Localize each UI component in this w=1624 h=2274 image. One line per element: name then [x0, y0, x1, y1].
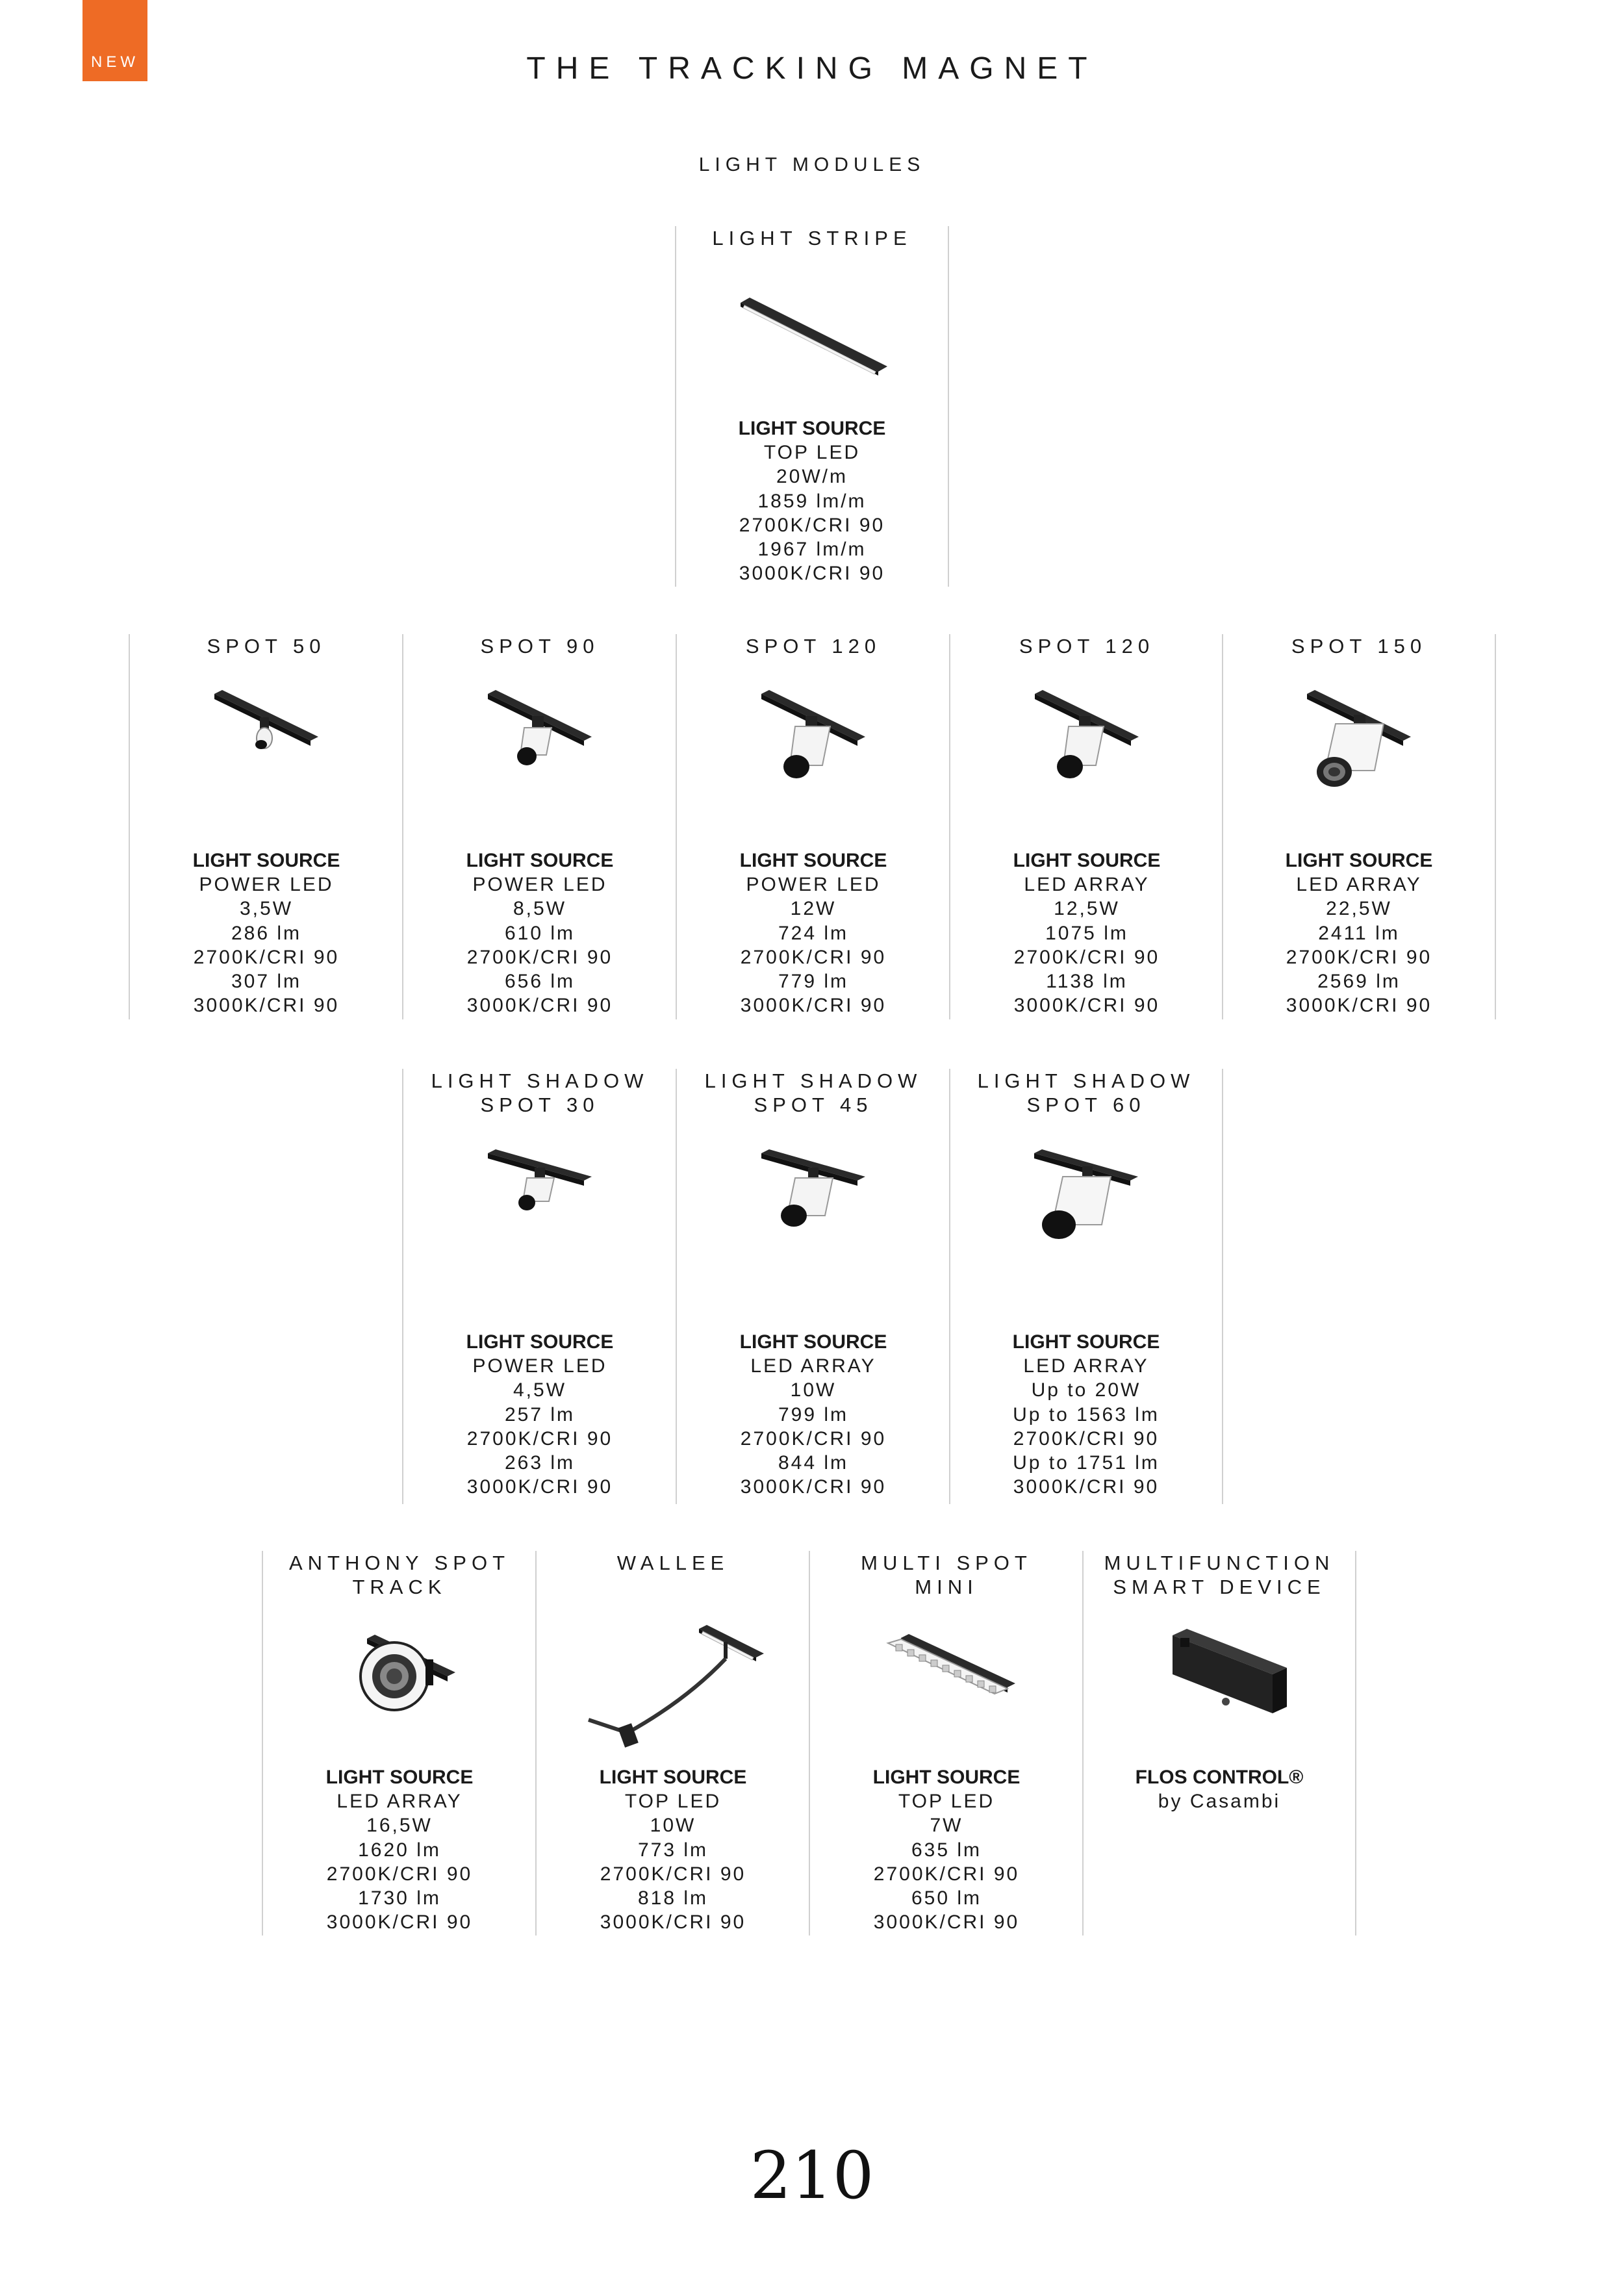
spec-line: 3000K/CRI 90	[740, 995, 887, 1017]
product-title: SPOT 90	[480, 635, 600, 658]
spec-line: 22,5W	[1326, 898, 1392, 920]
spec-line: 2700K/CRI 90	[1013, 946, 1160, 968]
spec-line: 16,5W	[366, 1815, 433, 1837]
smart-device-icon	[1084, 1616, 1355, 1746]
light-source-label: LIGHT SOURCE	[1013, 850, 1161, 871]
spec-line: 20W/m	[776, 466, 848, 488]
spec-line: Up to 1751 lm	[1013, 1452, 1160, 1474]
multi-spot-mini-icon	[810, 1616, 1083, 1746]
specs-list	[676, 416, 948, 585]
anthony-spot-track-icon	[263, 1619, 536, 1749]
spec-line: 779 lm	[778, 971, 849, 993]
spec-line: 3000K/CRI 90	[739, 563, 885, 585]
spec-line: POWER LED	[472, 874, 607, 896]
spec-line: LED ARRAY	[336, 1791, 463, 1813]
light-source-label: LIGHT SOURCE	[466, 1331, 614, 1353]
product-title: MULTIFUNCTION SMART DEVICE	[1104, 1552, 1335, 1598]
specs-list	[537, 1765, 809, 1934]
spec-line: POWER LED	[472, 1355, 607, 1377]
spec-line: 3000K/CRI 90	[326, 1911, 473, 1934]
spec-line: 2411 lm	[1318, 922, 1400, 944]
product-title: SPOT 120	[745, 635, 882, 658]
spec-line: POWER LED	[746, 874, 881, 896]
product-title: ANTHONY SPOT TRACK	[288, 1552, 511, 1598]
product-cell-anthony-spot-track	[262, 1551, 536, 1935]
product-cell-spot-120-array	[949, 634, 1223, 1019]
product-title: MULTI SPOT MINI	[861, 1552, 1032, 1598]
product-title: WALLEE	[616, 1552, 730, 1574]
specs-list	[1223, 849, 1495, 1017]
spec-line: 3,5W	[239, 898, 294, 920]
light-source-label: LIGHT SOURCE	[739, 850, 887, 871]
product-title: LIGHT SHADOW SPOT 45	[704, 1069, 922, 1116]
spec-line: POWER LED	[199, 874, 334, 896]
spec-line: 307 lm	[231, 971, 302, 993]
light-shadow-spot-30-icon	[403, 1134, 676, 1264]
product-title: LIGHT SHADOW SPOT 30	[431, 1069, 649, 1116]
spec-line: 610 lm	[504, 922, 576, 944]
page-title: THE TRACKING MAGNET	[526, 51, 1098, 86]
specs-list	[677, 1330, 950, 1499]
specs-list	[403, 1330, 676, 1499]
product-cell-spot-50	[129, 634, 403, 1019]
spec-line: 7W	[930, 1815, 963, 1837]
spec-line: LED ARRAY	[1024, 874, 1150, 896]
light-shadow-spot-45-icon	[677, 1134, 950, 1264]
light-source-label: LIGHT SOURCE	[466, 850, 614, 871]
spec-line: 773 lm	[637, 1839, 709, 1861]
light-source-label: LIGHT SOURCE	[738, 418, 886, 439]
specs-list	[1084, 1765, 1355, 1813]
spec-line: 1730 lm	[358, 1887, 441, 1910]
spec-line: LED ARRAY	[1023, 1355, 1149, 1377]
spec-line: LED ARRAY	[1296, 874, 1422, 896]
spot-50-icon	[130, 674, 403, 804]
spec-line: 3000K/CRI 90	[193, 995, 340, 1017]
spec-line: 1859 lm/m	[757, 490, 867, 512]
spot-120-icon	[677, 674, 950, 804]
spec-line: 1620 lm	[358, 1839, 441, 1861]
specs-list	[810, 1765, 1083, 1934]
spot-150-icon	[1223, 674, 1495, 804]
spot-90-icon	[403, 674, 676, 804]
product-title: SPOT 120	[1019, 635, 1155, 658]
product-cell-spot-90	[402, 634, 676, 1019]
spec-line: 2700K/CRI 90	[1286, 946, 1432, 968]
spec-line: 4,5W	[513, 1379, 567, 1401]
light-stripe-icon	[676, 265, 948, 382]
spec-line: 2700K/CRI 90	[739, 514, 885, 536]
light-source-label: LIGHT SOURCE	[739, 1331, 887, 1353]
spec-line: 2700K/CRI 90	[1013, 1427, 1160, 1450]
spot-120-array-icon	[950, 674, 1223, 804]
spec-line: by Casambi	[1158, 1791, 1281, 1813]
spec-line: 2700K/CRI 90	[740, 1427, 887, 1450]
product-title: SPOT 150	[1291, 635, 1427, 658]
light-source-label: LIGHT SOURCE	[872, 1767, 1021, 1788]
product-title: SPOT 50	[207, 635, 326, 658]
spec-line: 799 lm	[778, 1403, 849, 1425]
product-cell-multi-spot-mini	[809, 1551, 1083, 1935]
spec-line: 8,5W	[513, 898, 567, 920]
spec-line: TOP LED	[898, 1791, 995, 1813]
spec-line: 3000K/CRI 90	[466, 1476, 613, 1498]
spec-line: 257 lm	[504, 1403, 576, 1425]
product-cell-spot-150	[1222, 634, 1496, 1019]
product-cell-light-stripe	[675, 226, 949, 587]
light-source-label: LIGHT SOURCE	[1285, 850, 1433, 871]
spec-line: 10W	[790, 1379, 837, 1401]
new-badge: NEW	[82, 0, 147, 81]
light-shadow-spot-60-icon	[950, 1134, 1222, 1264]
spec-line: 12,5W	[1054, 898, 1120, 920]
specs-list	[950, 1330, 1222, 1499]
product-cell-light-shadow-spot-45	[676, 1069, 950, 1504]
spec-line: 12W	[790, 898, 837, 920]
spec-line: 1967 lm/m	[757, 539, 867, 561]
spec-line: TOP LED	[763, 442, 861, 464]
spec-line: 2700K/CRI 90	[466, 1427, 613, 1450]
specs-list	[403, 849, 676, 1017]
spec-line: 2700K/CRI 90	[193, 946, 340, 968]
spec-line: 3000K/CRI 90	[1013, 995, 1160, 1017]
light-source-label: LIGHT SOURCE	[325, 1767, 474, 1788]
spec-line: 286 lm	[231, 922, 302, 944]
spec-line: 2700K/CRI 90	[873, 1863, 1020, 1885]
spec-line: LED ARRAY	[750, 1355, 876, 1377]
specs-list	[677, 849, 950, 1017]
spec-line: 2700K/CRI 90	[466, 946, 613, 968]
spec-line: 3000K/CRI 90	[740, 1476, 887, 1498]
product-cell-spot-120	[676, 634, 950, 1019]
section-title: LIGHT MODULES	[698, 154, 926, 175]
spec-line: 1138 lm	[1046, 971, 1128, 993]
specs-list	[130, 849, 403, 1017]
spec-line: TOP LED	[624, 1791, 722, 1813]
spec-line: 844 lm	[778, 1452, 849, 1474]
spec-line: 656 lm	[504, 971, 576, 993]
product-cell-light-shadow-spot-30	[402, 1069, 676, 1504]
light-source-label: LIGHT SOURCE	[599, 1767, 747, 1788]
wallee-icon	[537, 1616, 809, 1759]
specs-list	[950, 849, 1223, 1017]
spec-line: 635 lm	[911, 1839, 982, 1861]
specs-list	[263, 1765, 536, 1934]
spec-line: Up to 1563 lm	[1013, 1403, 1160, 1425]
spec-line: 2569 lm	[1317, 971, 1401, 993]
light-source-label: LIGHT SOURCE	[1012, 1331, 1160, 1353]
spec-line: 3000K/CRI 90	[600, 1911, 746, 1934]
spec-line: 818 lm	[637, 1887, 709, 1910]
spec-line: 650 lm	[911, 1887, 982, 1910]
light-source-label: LIGHT SOURCE	[192, 850, 340, 871]
spec-line: 3000K/CRI 90	[1286, 995, 1432, 1017]
spec-line: 2700K/CRI 90	[740, 946, 887, 968]
spec-line: Up to 20W	[1031, 1379, 1141, 1401]
spec-line: 263 lm	[504, 1452, 576, 1474]
spec-line: 2700K/CRI 90	[326, 1863, 473, 1885]
spec-line: 3000K/CRI 90	[873, 1911, 1020, 1934]
product-cell-smart-device	[1082, 1551, 1356, 1935]
product-cell-light-shadow-spot-60	[949, 1069, 1223, 1504]
spec-line: 724 lm	[778, 922, 849, 944]
product-cell-wallee	[535, 1551, 809, 1935]
spec-line: 2700K/CRI 90	[600, 1863, 746, 1885]
spec-line: 3000K/CRI 90	[1013, 1476, 1160, 1498]
page-number: 210	[750, 2138, 874, 2214]
product-title: LIGHT SHADOW SPOT 60	[977, 1069, 1195, 1116]
spec-line: 10W	[650, 1815, 696, 1837]
spec-line: 1075 lm	[1045, 922, 1128, 944]
spec-line: 3000K/CRI 90	[466, 995, 613, 1017]
flos-control-label: FLOS CONTROL®	[1135, 1767, 1304, 1788]
product-title: LIGHT STRIPE	[712, 227, 912, 249]
